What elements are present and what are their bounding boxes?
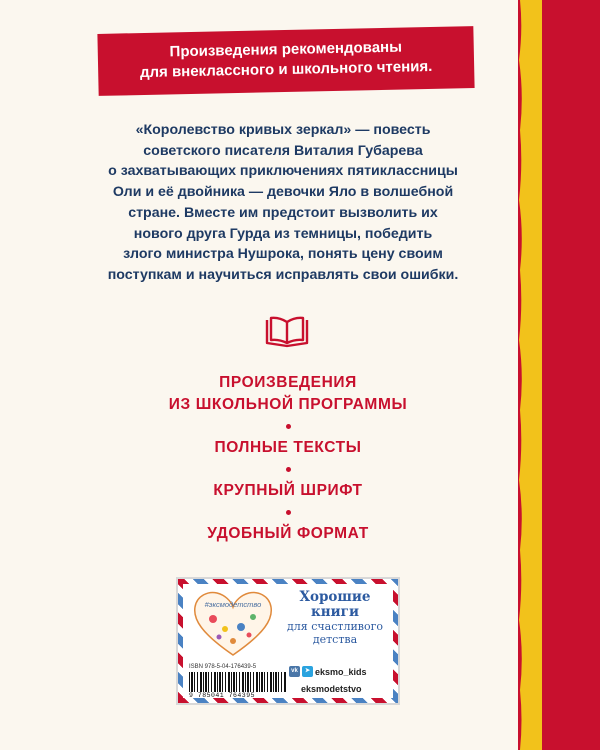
card-subtitle-line-2: детства [312, 633, 358, 646]
features-list [148, 372, 428, 545]
recommendation-banner [97, 26, 474, 96]
barcode [189, 672, 287, 692]
description-line: злого министра Нушрока, понять цену своим [123, 246, 443, 263]
description-line: нового друга Гурда из темницы, победить [133, 225, 433, 242]
description-line: Оли и её двойника — девочки Яло в волшебной [112, 184, 454, 201]
isbn-text: ISBN 978-5-04-176439-5 [189, 664, 257, 670]
open-book-icon [265, 316, 309, 348]
feature-full-texts: ПОЛНЫЕ ТЕКСТЫ [214, 439, 362, 456]
banner-line-1: Произведения рекомендованы [169, 38, 403, 61]
decorative-side-stripe [518, 0, 600, 750]
card-title-line-2: книги [311, 604, 359, 620]
heart-hashtag: #эксмодетство [204, 600, 262, 609]
feature-school-line-2: ИЗ ШКОЛЬНОЙ ПРОГРАММЫ [168, 396, 408, 413]
feature-school-line-1: ПРОИЗВЕДЕНИЯ [219, 374, 357, 391]
card-slogan [279, 590, 391, 646]
social-handle-row [289, 666, 367, 677]
bullet-dot [286, 467, 291, 472]
bullet-dot [286, 424, 291, 429]
feature-large-font: КРУПНЫЙ ШРИФТ [213, 482, 363, 499]
telegram-icon: ➤ [302, 666, 313, 677]
vk-icon: vk [289, 666, 300, 677]
description-line: стране. Вместе им предстоит вызволить их [128, 204, 438, 221]
publisher-card [176, 577, 400, 705]
banner-line-2: для внеклассного и школьного чтения. [139, 57, 433, 82]
barcode-digits: 9 785041 764395 [189, 692, 256, 699]
website-handle: eksmodetstvo [301, 684, 362, 694]
description-line: советского писателя Виталия Губарева [143, 142, 423, 159]
description-line: поступкам и научиться исправлять свои ошибки. [107, 266, 459, 283]
card-subtitle-line-1: для счастливого [287, 620, 383, 633]
description-line: о захватывающих приключениях пятиклассницы [108, 163, 458, 180]
publisher-card-inner [183, 584, 393, 698]
description-line: «Королевство кривых зеркал» — повесть [135, 122, 431, 138]
book-description [98, 120, 468, 286]
bullet-dot [286, 510, 291, 515]
social-handle: eksmo_kids [315, 666, 367, 677]
card-title-line-1: Хорошие [299, 589, 371, 605]
feature-handy-format: УДОБНЫЙ ФОРМАТ [207, 525, 369, 542]
